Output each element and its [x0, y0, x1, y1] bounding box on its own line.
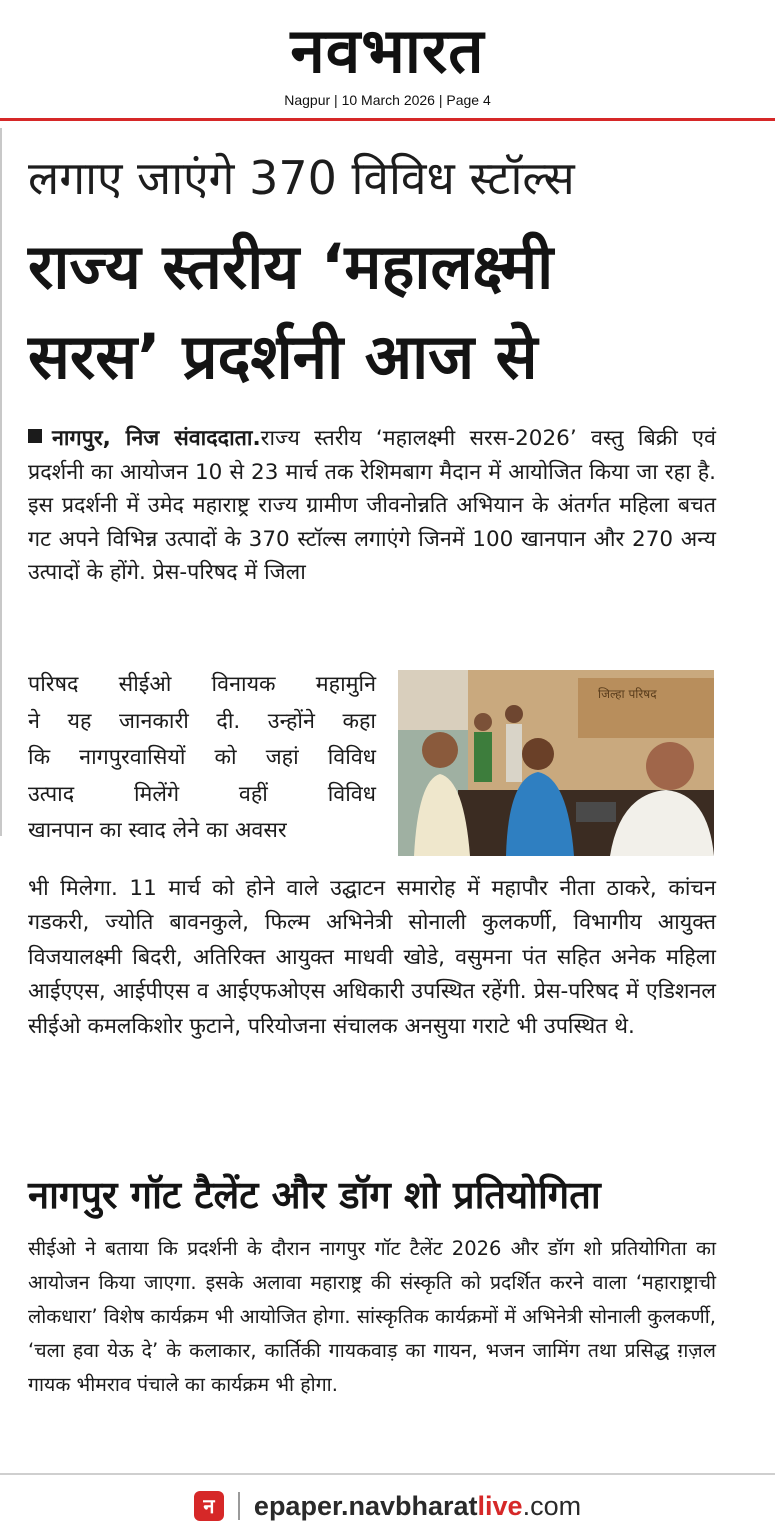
wrap-line: खानपान का स्वाद लेने का अवसर: [28, 818, 287, 843]
url-suffix: .com: [522, 1490, 582, 1521]
epaper-url-link[interactable]: [254, 1491, 581, 1522]
wrap-line: परिषद सीईओ विनायक महामुनि: [28, 672, 376, 697]
newspaper-logo: नवभारत: [290, 14, 485, 87]
photo-sign-text: जिल्हा परिषद: [598, 687, 657, 701]
url-accent: live: [477, 1490, 523, 1521]
headline-line-2: सरस’ प्रदर्शनी आज से: [28, 320, 538, 393]
article-kicker: लगाए जाएंगे 370 विविध स्टॉल्स: [28, 151, 575, 205]
photo-wrap-text: [28, 667, 376, 850]
article-byline: नागपुर, निज संवाददाता.: [52, 426, 261, 451]
masthead-divider: [0, 118, 775, 121]
wrap-line: उत्पाद मिलेंगे वहीं विविध: [28, 781, 376, 807]
press-conference-photo: [398, 670, 714, 856]
navbharat-logo-icon: न: [194, 1491, 224, 1521]
sidebar-paragraph: सीईओ ने बताया कि प्रदर्शनी के दौरान नागपुर गॉट टैलेंट 2026 और डॉग शो प्रतियोगिता का आयोजन किया जाएगा. इसके अलावा महाराष्ट्र की संस्कृति को प्रदर्शित करने वाला ‘महाराष्ट्राची लोकधारा’ विशेष कार्यक्रम भी आयोजित होगा. सांस्कृतिक कार्यक्रमों में अभिनेत्री सोनाली कुलकर्णी, ‘चला हवा येऊ दे’ के कलाकार, कार्तिकी गायकवाड़ का गायन, भजन जामिंग तथा प्रसिद्ध ग़ज़ल गायक भीमराव पंचाले का कार्यक्रम भी होगा.: [28, 1237, 716, 1396]
footer-divider: [0, 1473, 775, 1475]
article-paragraph-1-text: राज्य स्तरीय ‘महालक्ष्मी सरस-2026’ वस्तु बिक्री एवं प्रदर्शनी का आयोजन 10 से 23 मार्च तक रेशिमबाग मैदान में आयोजित किया जा रहा है. इस प्रदर्शनी में उमेद महाराष्ट्र राज्य ग्रामीण जीवनोन्नति अभियान के अंतर्गत महिला बचत गट अपने विभिन्न उत्पादों के 370 स्टॉल्स लगाएंगे जिनमें 100 खानपान और 270 अन्य उत्पादों के होंगे. प्रेस-परिषद में जिला: [28, 426, 716, 586]
footer: [0, 1482, 775, 1530]
footer-separator: [238, 1492, 240, 1520]
masthead: [0, 0, 775, 118]
sidebar-subhead: नागपुर गॉट टैलेंट और डॉग शो प्रतियोगिता: [28, 1173, 601, 1217]
edition-dateline: Nagpur | 10 March 2026 | Page 4: [284, 92, 491, 108]
column-rule: [0, 128, 2, 836]
article-paragraph-2: भी मिलेगा. 11 मार्च को होने वाले उद्घाटन समारोह में महापौर नीता ठाकरे, कांचन गडकरी, ज्योति बावनकुले, फिल्म अभिनेत्री सोनाली कुलकर्णी, विभागीय आयुक्त विजयालक्ष्मी बिदरी, अतिरिक्त आयुक्त माधवी खोडे, वसुमना पंत सहित अनेक महिला आईएएस, आईपीएस व आईएफओएस अधिकारी उपस्थित रहेंगी. प्रेस-परिषद में एडिशनल सीईओ कमलकिशोर फुटाने, परियोजना संचालक अनसुया गराटे भी उपस्थित थे.: [28, 876, 716, 1039]
wrap-line: ने यह जानकारी दी. उन्होंने कहा: [28, 708, 376, 734]
article-headline: [28, 222, 738, 402]
bullet-square-icon: [28, 429, 42, 443]
article-paragraph-1: [28, 422, 716, 590]
headline-line-1: राज्य स्तरीय ‘महालक्ष्मी: [28, 230, 554, 303]
wrap-line: कि नागपुरवासियों को जहां विविध: [28, 745, 376, 770]
url-prefix: epaper.navbharat: [253, 1490, 478, 1521]
